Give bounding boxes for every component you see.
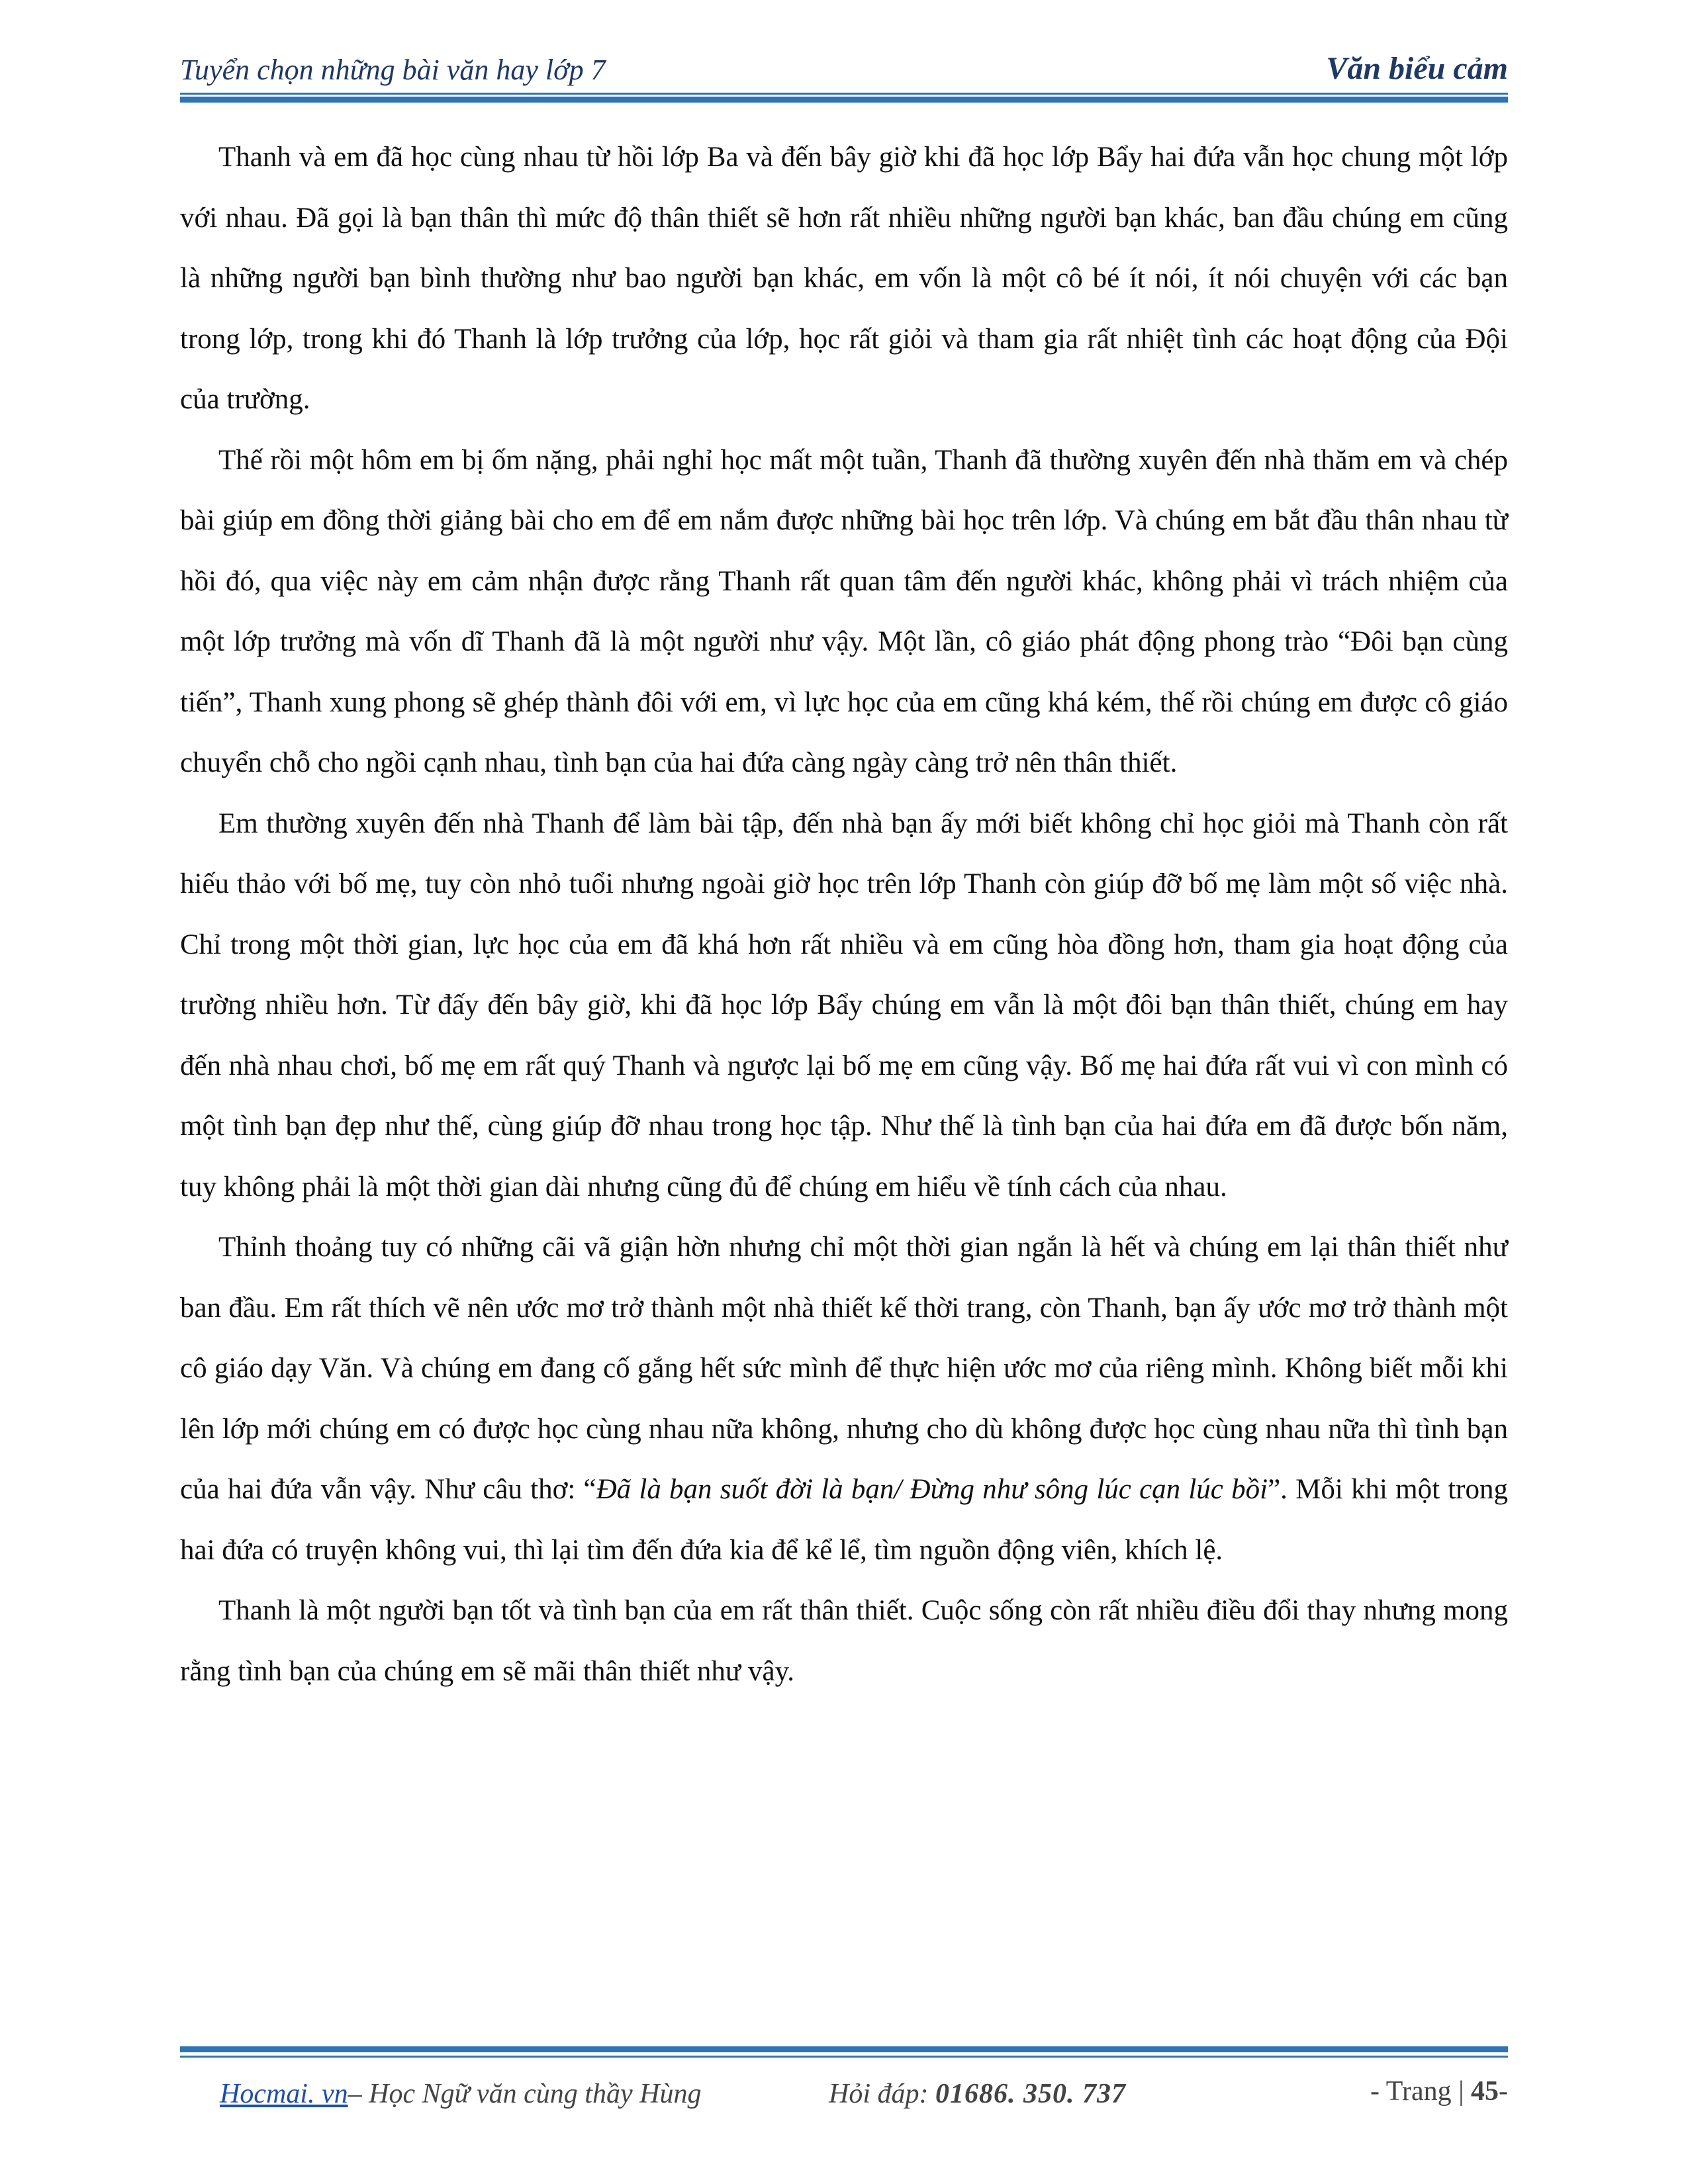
paragraph-4-text-after: ”. Mỗi khi một trong hai đứa có truyện không vui, thì lại tìm đến đứa kia để kể lể, tìm nguồn động viên, khích lệ.: [180, 1474, 1509, 1566]
paragraph-4: [180, 1217, 1508, 1580]
header-section-title: Văn biểu cảm: [1326, 51, 1508, 86]
page-footer: [180, 2071, 1508, 2118]
footer-divider-thick: [180, 2046, 1508, 2052]
essay-body: [180, 127, 1508, 1702]
footer-divider-thin: [180, 2056, 1508, 2058]
hotline-label: Hỏi đáp:: [829, 2079, 935, 2109]
hotline-number: 01686. 350. 737: [935, 2079, 1126, 2109]
page-header: [180, 46, 1508, 93]
page-suffix: -: [1499, 2076, 1508, 2107]
page-number-block: [1370, 2075, 1508, 2107]
footer-hotline: [829, 2078, 1126, 2110]
paragraph-4-text-before: Thỉnh thoảng tuy có những cãi vã giận hờn nhưng chỉ một thời gian ngắn là hết và chúng em lại thân thiết như ban đầu. Em rất thích vẽ nên ước mơ trở thành một nhà thiết kế thời trang, còn Thanh, bạn ấy ước mơ trở thành một cô giáo dạy Văn. Và chúng em đang cố gắng hết sức mình để thực hiện ước mơ của riêng mình. Không biết mỗi khi lên lớp mới chúng em có được học cùng nhau nữa không, nhưng cho dù không được học cùng nhau nữa thì tình bạn của hai đứa vẫn vậy. Như câu thơ: “: [180, 1232, 1508, 1505]
paragraph-1: Thanh và em đã học cùng nhau từ hồi lớp Ba và đến bây giờ khi đã học lớp Bẩy hai đứa vẫn học chung một lớp với nhau. Đã gọi là bạn thân thì mức độ thân thiết sẽ hơn rất nhiều những người bạn khác, ban đầu chúng em cũng là những người bạn bình thường như bao người bạn khác, em vốn là một cô bé ít nói, ít nói chuyện với các bạn trong lớp, trong khi đó Thanh là lớp trưởng của lớp, học rất giỏi và tham gia rất nhiệt tình các hoạt động của Đội của trường.: [180, 142, 1508, 415]
header-book-title: Tuyển chọn những bài văn hay lớp 7: [180, 54, 606, 86]
paragraph-2: Thế rồi một hôm em bị ốm nặng, phải nghỉ học mất một tuần, Thanh đã thường xuyên đến nhà thăm em và chép bài giúp em đồng thời giảng bài cho em để em nắm được những bài học trên lớp. Và chúng em bắt đầu thân nhau từ hồi đó, qua việc này em cảm nhận được rằng Thanh rất quan tâm đến người khác, không phải vì trách nhiệm của một lớp trưởng mà vốn dĩ Thanh đã là một người như vậy. Một lần, cô giáo phát động phong trào “Đôi bạn cùng tiến”, Thanh xung phong sẽ ghép thành đôi với em, vì lực học của em cũng khá kém, thế rồi chúng em được cô giáo chuyển chỗ cho ngồi cạnh nhau, tình bạn của hai đứa càng ngày càng trở nên thân thiết.: [180, 444, 1508, 778]
header-divider-thin: [180, 93, 1508, 95]
page-number: 45: [1471, 2076, 1499, 2107]
paragraph-3: Em thường xuyên đến nhà Thanh để làm bài tập, đến nhà bạn ấy mới biết không chỉ học giỏi mà Thanh còn rất hiếu thảo với bố mẹ, tuy còn nhỏ tuổi nhưng ngoài giờ học trên lớp Thanh còn giúp đỡ bố mẹ làm một số việc nhà. Chỉ trong một thời gian, lực học của em đã khá hơn rất nhiều và em cũng hòa đồng hơn, tham gia hoạt động của trường nhiều hơn. Từ đấy đến bây giờ, khi đã học lớp Bẩy chúng em vẫn là một đôi bạn thân thiết, chúng em hay đến nhà nhau chơi, bố mẹ em rất quý Thanh và ngược lại bố mẹ em cũng vậy. Bố mẹ hai đứa rất vui vì con mình có một tình bạn đẹp như thế, cùng giúp đỡ nhau trong học tập. Như thế là tình bạn của hai đứa em đã được bốn năm, tuy không phải là một thời gian dài nhưng cũng đủ để chúng em hiểu về tính cách của nhau.: [180, 807, 1508, 1203]
poem-quote: Đã là bạn suốt đời là bạn/ Đừng như sông lúc cạn lúc bồi: [596, 1474, 1268, 1505]
site-tagline: – Học Ngữ văn cùng thầy Hùng: [348, 2079, 702, 2109]
paragraph-5: Thanh là một người bạn tốt và tình bạn của em rất thân thiết. Cuộc sống còn rất nhiều điều đổi thay nhưng mong rằng tình bạn của chúng em sẽ mãi thân thiết như vậy.: [180, 1595, 1508, 1687]
header-divider-thick: [180, 97, 1508, 103]
page-prefix: - Trang |: [1370, 2076, 1471, 2107]
site-link[interactable]: Hocmai. vn: [220, 2079, 348, 2109]
footer-site-info: [220, 2078, 701, 2110]
